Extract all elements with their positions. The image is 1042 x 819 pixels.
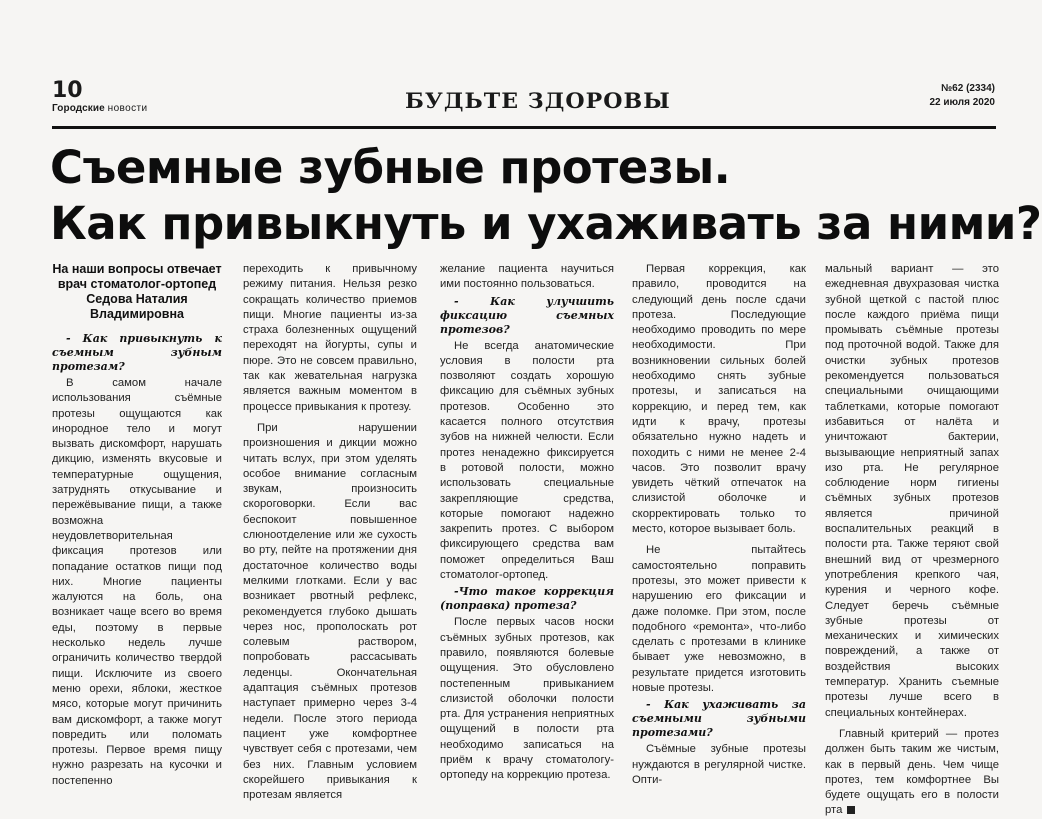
question-heading: -Что такое коррекция (поправка) протеза?: [440, 585, 614, 613]
column-1: [52, 262, 222, 787]
issue-date: 22 июля 2020: [929, 97, 995, 108]
header-rule: [52, 126, 996, 129]
paper-name-light: новости: [107, 103, 148, 114]
paragraph: В самом начале использования съёмные протезы ощущаются как инородное тело и могут вызвать дискомфорт, нарушать дикцию, изменять вкусовые и температурные ощущения, затруднять откусывание и пережёвывание пищи, а также возможна неудовлетворительная фиксация протезов или попадание остатков пищи под них. Многие пациенты жалуются на боль, она возникает чаще всего во время еды, поэтому в первые несколько недель лучше ограничить количество твердой пищи. Исключите из своего меню орехи, яблоки, жесткое мясо, которые могут причинить вам дискомфорт, а также могут повредить или поломать протезы. Первое время пищу нужно разрезать на кусочки и постепенно: [52, 377, 222, 787]
paragraph: Первая коррекция, как правило, проводится на следующий день после сдачи протеза. Последующие необходимо проводить по мере необходимости. При возникновении сильных болей необходимо снять зубные протезы, и записаться на коррекцию, и перед тем, как идти к врачу, протезы обязательно нужно надеть и походить с ними не менее 2-4 часов. Это позволит врачу увидеть чёткий отпечаток на слизистой оболочке и скорректировать только то место, которое вызывает боль.: [632, 263, 806, 536]
paragraph: мальный вариант — это ежедневная двухразовая чистка зубной щеткой с пастой плюс после каждого приёма пищи промывать съёмные протезы под проточной водой. Также для очистки зубных протезов рекомендуется пользоваться специальными очищающими таблетками, которые помогают избавиться от налёта и уничтожают бактерии, вызывающие неприятный запах изо рта. Не регулярное соблюдение норм гигиены съёмных зубных протезов является причиной воспалительных реакций в полости рта. Также теряют свой внешний вид от чрезмерного употребления крепкого чая, курения и черного кофе. Следует беречь съёмные зубные протезы от механических и химических повреждений, а также от воздействия высоких температур. Хранить съемные протезы лучше всего в специальных контейнерах.: [825, 263, 999, 719]
end-mark-square-icon: [847, 806, 855, 814]
question-heading: - Как ухаживать за съемными зубными протезами?: [632, 698, 806, 740]
section-title: БУДЬТЕ ЗДОРОВЫ: [405, 88, 671, 113]
column-5: [825, 262, 999, 817]
headline-line-1: Съемные зубные протезы.: [50, 141, 731, 194]
paragraph: [825, 727, 999, 819]
header-left: [52, 80, 147, 114]
paragraph: Не пытайтесь самостоятельно поправить протезы, это может привести к нарушению его фиксации и даже поломке. При этом, после подобного «ремонта», что-либо сделать с протезами в клинике бывает уже невозможно, в результате придется изготовить новые протезы.: [632, 544, 806, 695]
issue-number: №62 (2334): [941, 83, 995, 94]
paragraph: Не всегда анатомические условия в полости рта позволяют создать хорошую фиксацию для съёмных зубных протезов. Особенно это касается полного отсутствия зубов на нижней челюсти. Если протез ненадежно фиксируется в ротовой полости, можно использовать специальные закрепляющие средства, которые помогают надежно закрепить протез. С выбором фиксирующего средства вам поможет определиться Ваш стоматолог-ортопед.: [440, 339, 614, 582]
paragraph: переходить к привычному режиму питания. Нельзя резко сокращать количество приемов пищи. Многие пациенты из-за страха болезненных ощущений переходят на йогурты, супы и пюре. Это не совсем правильно, так как жевательная нагрузка является важным моментом в процессе привыкания к протезу.: [243, 263, 417, 413]
final-paragraph-text: Главный критерий — протез должен быть таким же чистым, как в первый день. Чем чище протез, тем комфортнее Вы будете ощущать его в полости рта: [825, 727, 999, 817]
header-right: [929, 82, 995, 110]
paragraph: желание пациента научиться ими постоянно пользоваться.: [440, 263, 614, 291]
headline: [50, 140, 1042, 252]
paragraph: Съёмные зубные протезы нуждаются в регулярной чистке. Опти-: [632, 743, 806, 786]
question-heading: - Как привыкнуть к съемным зубным протезам?: [52, 332, 222, 373]
column-2: [243, 262, 417, 802]
page-number: 10: [52, 78, 83, 103]
paragraph: После первых часов носки съёмных зубных протезов, как правило, появляются болевые ощущения. Это обусловлено постепенным привыканием слизистой оболочки полости рта. Для устранения неприятных ощущений в полости рта необходимо записаться на приём к врачу стоматологу-ортопеду на коррекцию протеза.: [440, 616, 614, 782]
column-3: [440, 262, 614, 782]
question-heading: - Как улучшить фиксацию съемных протезов?: [440, 294, 614, 336]
paper-name: [52, 103, 147, 114]
intro-byline: На наши вопросы отвечает врач стоматолог-ортопед Седова Наталия Владимировна: [52, 262, 222, 321]
paper-name-bold: Городские: [52, 103, 105, 114]
column-4: [632, 262, 806, 786]
headline-line-2: Как привыкнуть и ухаживать за ними?: [50, 197, 1042, 250]
paragraph: При нарушении произношения и дикции можно читать вслух, при этом уделять особое внимание согласным звукам, произносить скороговорки. Если вас беспокоит повышенное слюноотделение или же сухость во рту, пейте на протяжении дня достаточное количество воды мелкими глотками. Если у вас возникает рвотный рефлекс, рекомендуется глубоко дышать через нос, прополоскать рот солевым раствором, попробовать рассасывать леденцы. Окончательная адаптация съёмных протезов наступает примерно через 3-4 недели. После этого периода пациент уже комфортнее чувствует себя с протезами, чем без них. Главным условием скорейшего привыкания к протезам является: [243, 421, 417, 802]
